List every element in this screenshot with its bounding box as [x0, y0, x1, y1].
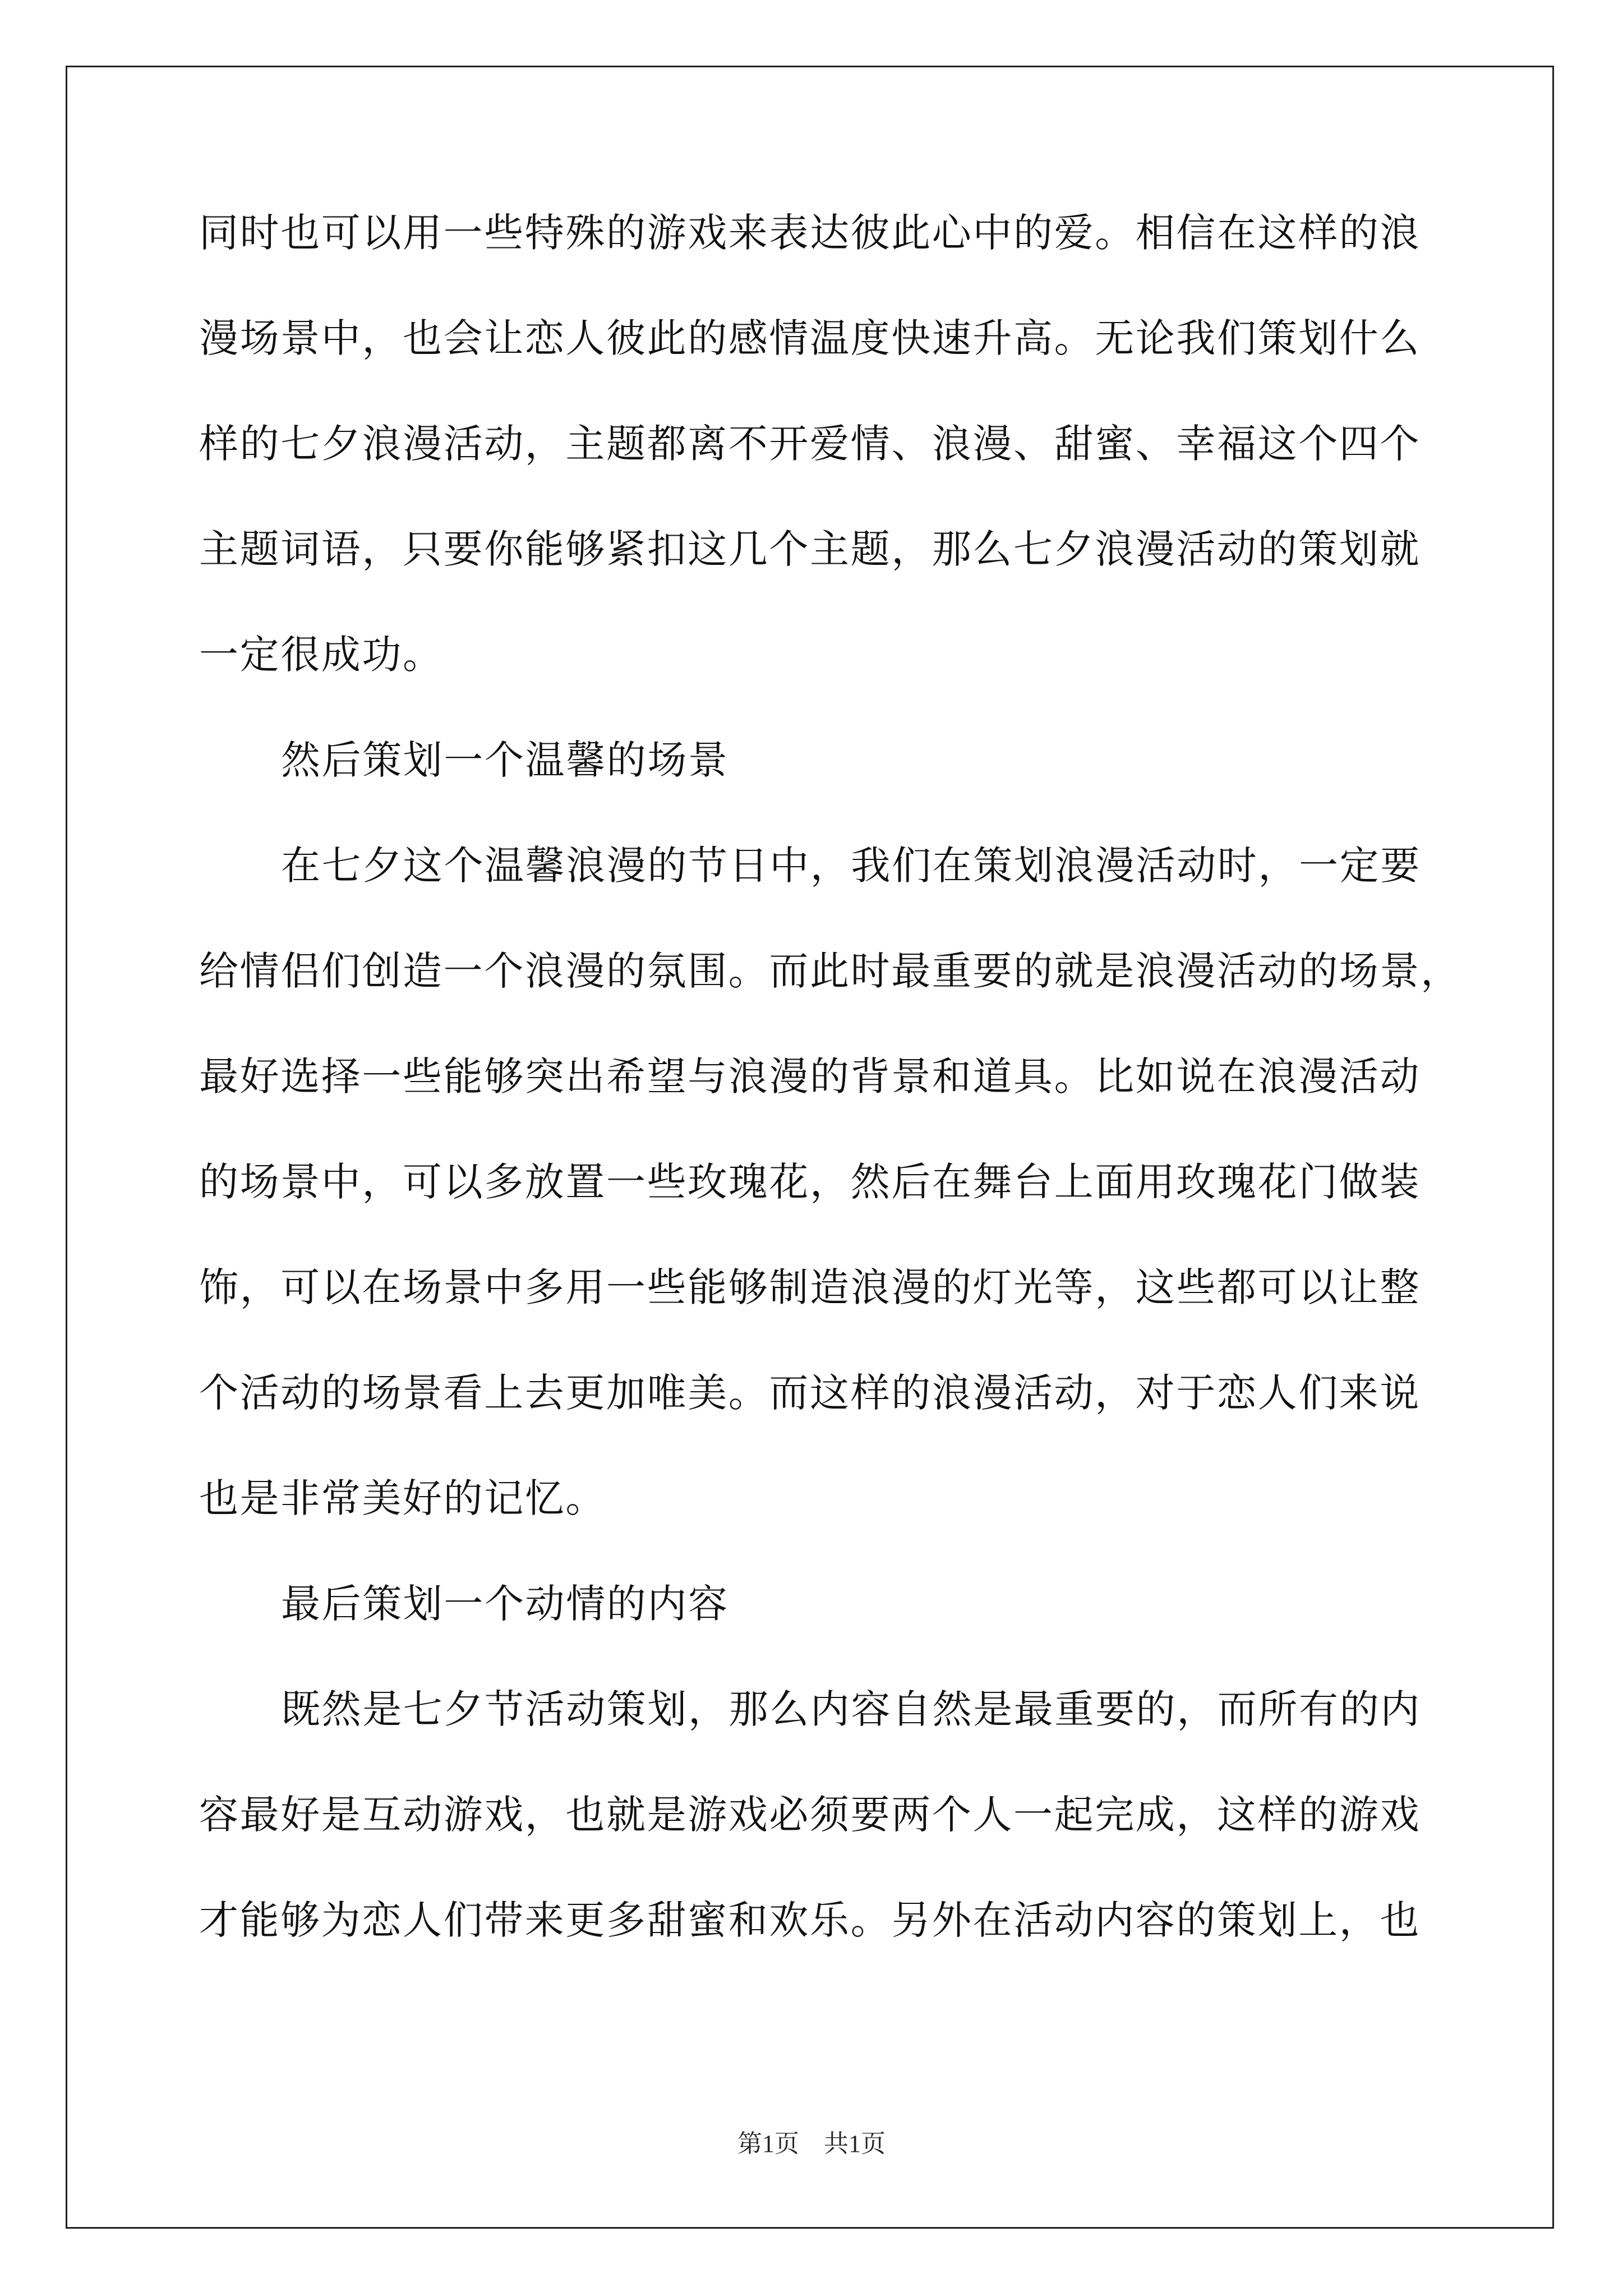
text-line: 在七夕这个温馨浪漫的节日中，我们在策划浪漫活动时，一定要 — [281, 843, 1421, 889]
text-line: 给情侣们创造一个浪漫的氛围。而此时最重要的就是浪漫活动的场景， — [199, 948, 1461, 994]
text-line: 既然是七夕节活动策划，那么内容自然是最重要的，而所有的内 — [281, 1686, 1421, 1732]
document-body — [199, 210, 1461, 2006]
text-line: 饰，可以在场景中多用一些能够制造浪漫的灯光等，这些都可以让整 — [199, 1264, 1421, 1310]
section-heading: 然后策划一个温馨的场景 — [281, 737, 729, 783]
text-line: 容最好是互动游戏，也就是游戏必须要两个人一起完成，这样的游戏 — [199, 1792, 1421, 1838]
text-line: 一定很成功。 — [199, 632, 444, 678]
text-line: 才能够为恋人们带来更多甜蜜和欢乐。另外在活动内容的策划上，也 — [199, 1897, 1421, 1943]
text-line: 同时也可以用一些特殊的游戏来表达彼此心中的爱。相信在这样的浪 — [199, 210, 1421, 256]
text-line: 主题词语，只要你能够紧扣这几个主题，那么七夕浪漫活动的策划就 — [199, 526, 1421, 572]
text-line: 也是非常美好的记忆。 — [199, 1475, 606, 1521]
text-line: 最好选择一些能够突出希望与浪漫的背景和道具。比如说在浪漫活动 — [199, 1053, 1421, 1099]
text-line: 的场景中，可以多放置一些玫瑰花，然后在舞台上面用玫瑰花门做装 — [199, 1159, 1421, 1205]
text-line: 漫场景中，也会让恋人彼此的感情温度快速升高。无论我们策划什么 — [199, 315, 1421, 361]
page-number-footer: 第1页 共1页 — [737, 2130, 886, 2157]
section-heading: 最后策划一个动情的内容 — [281, 1581, 729, 1627]
text-line: 个活动的场景看上去更加唯美。而这样的浪漫活动，对于恋人们来说 — [199, 1370, 1421, 1416]
text-line: 样的七夕浪漫活动，主题都离不开爱情、浪漫、甜蜜、幸福这个四个 — [199, 421, 1421, 467]
